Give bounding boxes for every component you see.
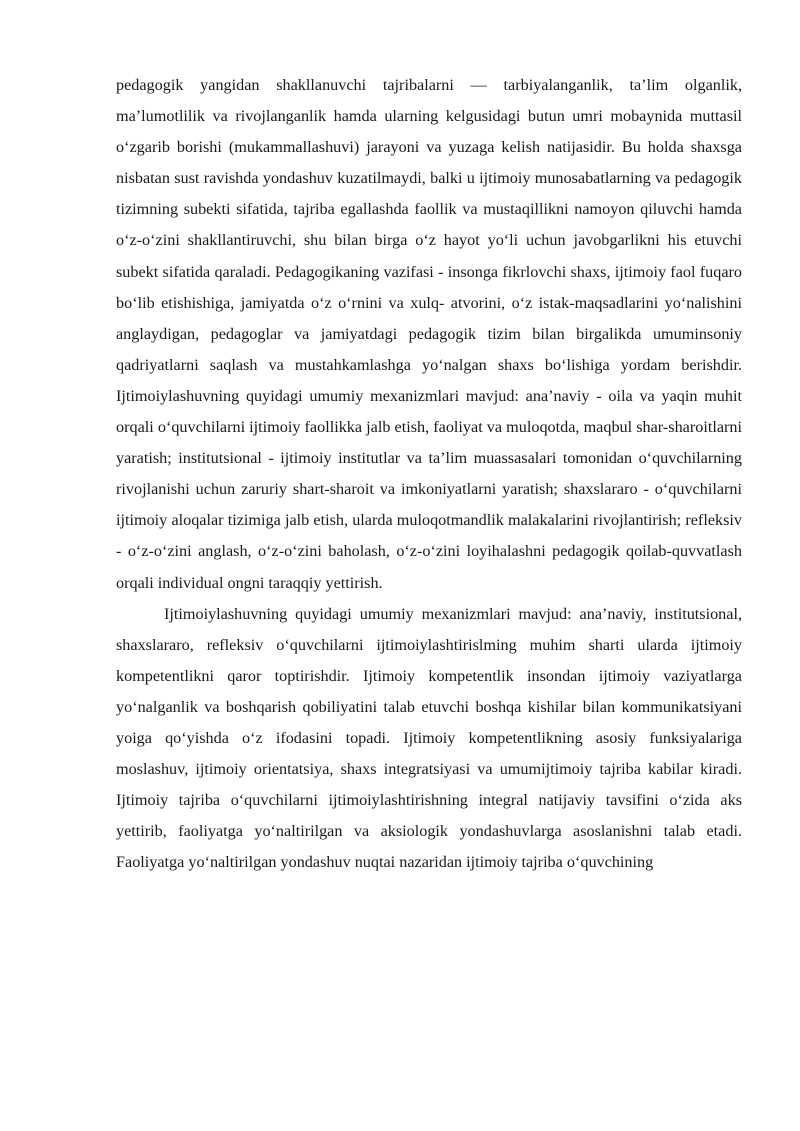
- paragraph-2: Ijtimoiylashuvning quyidagi umumiy mexanizmlari mavjud: ana’naviy, institutsional, shaxslararo, refleksiv o‘quvchilarni ijtimoiylashtirislming muhim sharti ularda ijtimoiy kompetentlikni qaror toptirishdir. Ijtimoiy kompetentlik insondan ijtimoiy vaziyatlarga yo‘nalganlik va boshqarish qobiliyatini talab etuvchi boshqa kishilar bilan kommunikatsiyani yoiga qo‘yishda o‘z ifodasini topadi. Ijtimoiy kompetentlikning asosiy funksiyalariga moslashuv, ijtimoiy orientatsiya, shaxs integratsiyasi va umumijtimoiy tajriba kabilar kiradi. Ijtimoiy tajriba o‘quvchilarni ijtimoiylashtirishning integral natijaviy tavsifini o‘zida aks yettirib, faoliyatga yo‘naltirilgan va aksiologik yondashuvlarga asoslanishni talab etadi. Faoliyatga yo‘naltirilgan yondashuv nuqtai nazaridan ijtimoiy tajriba o‘quvchining: [116, 604, 742, 872]
- document-page: [116, 70, 742, 878]
- paragraph-1: pedagogik yangidan shakllanuvchi tajribalarni — tarbiyalanganlik, ta’lim olganlik, ma’lumotlilik va rivojlanganlik hamda ularning kelgusidagi butun umri mobaynida muttasil o‘zgarib borishi (mukammallashuvi) jarayoni va yuzaga kelish natijasidir. Bu holda shaxsga nisbatan sust ravishda yondashuv kuzatilmaydi, balki u ijtimoiy munosabatlarning va pedagogik tizimning subekti sifatida, tajriba egallashda faollik va mustaqillikni namoyon qiluvchi hamda o‘z-o‘zini shakllantiruvchi, shu bilan birga o‘z hayot yo‘li uchun javobgarlikni his etuvchi subekt sifatida qaraladi. Pedagogikaning vazifasi - insonga fikrlovchi shaxs, ijtimoiy faol fuqaro bo‘lib etishishiga, jamiyatda o‘z o‘rnini va xulq- atvorini, o‘z istak-maqsadlarini yo‘nalishini anglaydigan, pedagoglar va jamiyatdagi pedagogik tizim bilan birgalikda umuminsoniy qadriyatlarni saqlash va mustahkamlashga yo‘nalgan shaxs bo‘lishiga yordam berishdir. Ijtimoiylashuvning quyidagi umumiy mexanizmlari mavjud: ana’naviy - oila va yaqin muhit orqali o‘quvchilarni ijtimoiy faollikka jalb etish, faoliyat va muloqotda, maqbul shar-sharoitlarni yaratish; institutsional - ijtimoiy institutlar va ta’lim muassasalari tomonidan o‘quvchilarning rivojlanishi uchun zaruriy shart-sharoit va imkoniyatlarni yaratish; shaxslararo - o‘quvchilarni ijtimoiy aloqalar tizimiga jalb etish, ularda muloqotmandlik malakalarini rivojlantirish; refleksiv - o‘z-o‘zini anglash, o‘z-o‘zini baholash, o‘z-o‘zini loyihalashni pedagogik qoilab-quvvatlash orqali individual ongni taraqqiy yettirish.: [116, 76, 742, 592]
